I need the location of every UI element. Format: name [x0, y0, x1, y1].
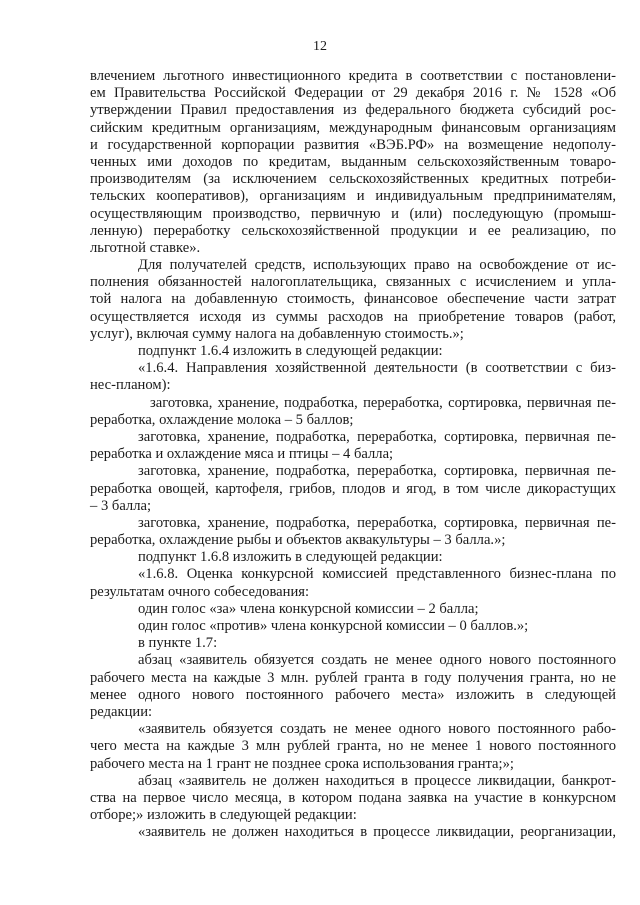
page-number: 12 — [313, 39, 327, 54]
text-line: Для получателей средств, использующих право на освобождение от ис- — [138, 257, 616, 274]
text-line: заготовка, хранение, подработка, переработка, сортировка, первичная пе- — [138, 463, 616, 480]
text-line: «заявитель не должен находиться в процессе ликвидации, реорганизации, — [138, 824, 616, 841]
text-line: рабочего места на каждые 3 млн. рублей гранта в году получения гранта, но не — [90, 669, 616, 686]
text-line: абзац «заявитель обязуется создать не менее одного нового постоянного — [138, 652, 616, 669]
text-line: заготовка, хранение, подработка, переработка, сортировка, первичная пе- — [150, 394, 616, 411]
text-line: той налога на добавленную стоимость, финансовое обеспечение части затрат — [90, 291, 616, 308]
text-line: влечением льготного инвестиционного кредита в соответствии с постановлени- — [90, 68, 616, 84]
text-line: ства на первое число месяца, в котором подана заявка на участие в конкурсном — [90, 789, 616, 806]
text-line: ченных ими доходов по кредитам, выданным сельскохозяйственным товаро- — [90, 153, 616, 170]
text-line: реработка, охлаждение рыбы и объектов аквакультуры – 3 балла.»; — [90, 532, 506, 549]
text-line: льготной ставке». — [90, 239, 201, 256]
text-line: результатам очного собеседования: — [90, 583, 310, 600]
text-line: заготовка, хранение, подработка, переработка, сортировка, первичная пе- — [138, 514, 616, 531]
text-line: редакции: — [90, 703, 153, 720]
text-line: абзац «заявитель не должен находиться в процессе ликвидации, банкрот- — [138, 772, 616, 789]
text-line: – 3 балла; — [90, 497, 152, 514]
text-line: один голос «за» члена конкурсной комиссии – 2 балла; — [138, 600, 479, 617]
text-line: сийским кредитным организациям, международным финансовым организациям — [90, 119, 616, 136]
text-line: рабочего места на 1 грант не позднее срока использования гранта;»; — [90, 755, 514, 772]
text-line: «заявитель обязуется создать не менее одного нового постоянного рабо- — [138, 721, 616, 738]
text-line: заготовка, хранение, подработка, переработка, сортировка, первичная пе- — [138, 428, 616, 445]
text-line: ем Правительства Российской Федерации от 29 декабря 2016 г. № 1528 «Об — [90, 85, 616, 102]
text-line: осуществляющим производство, первичную и (или) последующую (промыш- — [90, 205, 616, 222]
text-line: нес-планом): — [90, 377, 171, 394]
text-line: менее одного нового постоянного рабочего места» изложить в следующей — [90, 686, 616, 703]
text-line: в пункте 1.7: — [138, 635, 218, 652]
text-line: «1.6.4. Направления хозяйственной деятельности (в соответствии с биз- — [138, 360, 616, 377]
text-line: реработка, охлаждение молока – 5 баллов; — [90, 411, 354, 428]
text-line: производителям (за исключением сельскохозяйственных кредитных потреби- — [90, 171, 616, 188]
text-line: подпункт 1.6.8 изложить в следующей редакции: — [138, 549, 443, 566]
text-line: один голос «против» члена конкурсной комиссии – 0 баллов.»; — [138, 618, 529, 634]
text-line: утверждении Правил предоставления из федерального бюджета субсидий рос- — [90, 102, 616, 119]
text-line: отборе;» изложить в следующей редакции: — [90, 807, 357, 824]
text-line: реработка и охлаждение мяса и птицы – 4 балла; — [90, 446, 394, 463]
text-line: тельских кооперативов), организациям и индивидуальным предпринимателям, — [90, 188, 616, 205]
text-line: ленную) переработку сельскохозяйственной продукции и ее реализацию, по — [90, 222, 616, 239]
text-line: полнения обязанностей налогоплательщика, связанных с исчислением и упла- — [90, 274, 616, 291]
document-body — [90, 68, 616, 841]
text-line: реработка овощей, картофеля, грибов, плодов и ягод, в том числе дикорастущих — [90, 480, 616, 497]
text-line: услуг), включая сумму налога на добавленную стоимость.»; — [90, 325, 464, 342]
text-line: чего места на каждые 3 млн рублей гранта, но не менее 1 нового постоянного — [90, 738, 616, 755]
text-line: осуществляется исходя из суммы расходов на приобретение товаров (работ, — [90, 308, 616, 325]
text-line: и государственной корпорации развития «ВЭБ.РФ» на возмещение недополу- — [90, 136, 616, 153]
text-line: «1.6.8. Оценка конкурсной комиссией представленного бизнес-плана по — [138, 566, 616, 583]
text-line: подпункт 1.6.4 изложить в следующей редакции: — [138, 343, 443, 359]
